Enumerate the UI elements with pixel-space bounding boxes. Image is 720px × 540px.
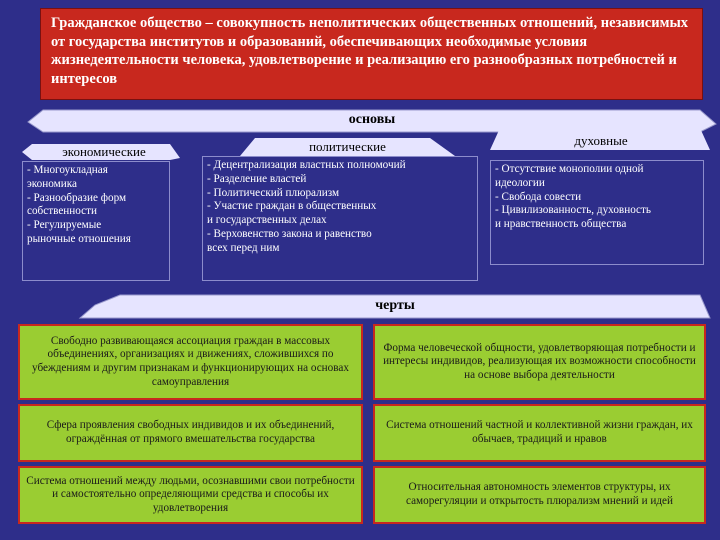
feature-box xyxy=(373,466,706,524)
panel-economic-line: - Разнообразие форм xyxy=(27,191,127,204)
chertv-label: черты xyxy=(375,298,415,313)
chertv-band-label-wrap xyxy=(80,297,710,317)
feature-text: Свободно развивающаяся ассоциация граждан в массовых объединениях, организациях и движениях, сложившихся по убеждениям и другим признакам и функционирующих на основах самоуправления xyxy=(32,334,349,388)
feature-box xyxy=(373,324,706,400)
panel-economic-line: экономика xyxy=(27,177,77,190)
tab-spiritual xyxy=(495,133,707,150)
panel-political-line: - Политический плюрализм xyxy=(207,186,340,199)
tab-political xyxy=(245,139,450,156)
panel-spiritual-line: - Отсутствие монополии одной xyxy=(495,163,644,175)
panel-economic-line: - Многоукладная xyxy=(27,164,108,176)
feature-box xyxy=(18,404,363,462)
osnovy-band-label-wrap xyxy=(28,110,716,132)
feature-text: Относительная автономность элементов структуры, их саморегуляции и открытость плюрализм мнений и идей xyxy=(405,481,673,507)
tab-economic xyxy=(30,144,178,160)
panel-spiritual-line: - Свобода совести xyxy=(495,190,582,203)
panel-economic-line: собственности xyxy=(27,205,97,218)
tab-spiritual-label: духовные xyxy=(574,133,628,148)
panel-political-line: - Участие граждан в общественных xyxy=(207,200,377,213)
feature-text: Система отношений частной и коллективной жизни граждан, их обычаев, традиций и нравов xyxy=(386,419,693,445)
feature-box xyxy=(18,466,363,524)
panel-economic-line: рыночные отношения xyxy=(27,232,131,245)
panel-spiritual-line: идеологии xyxy=(495,176,545,189)
definition-text: Гражданское общество – совокупность неполитических общественных отношений, независимых от государства институтов и образований, обеспечивающих необходимые условия жизнедеятельности человека, удовлетворение и реализацию его разнообразных потребностей и интересов xyxy=(51,15,689,87)
panel-economic xyxy=(22,161,170,281)
feature-text: Сфера проявления свободных индивидов и их объединений, ограждённая от прямого вмешательства государства xyxy=(46,419,335,445)
panel-spiritual-line: и нравственность общества xyxy=(495,218,627,231)
panel-political-line: и государственных делах xyxy=(207,214,327,227)
feature-box xyxy=(373,404,706,462)
panel-spiritual xyxy=(490,160,704,265)
panel-economic-line: - Регулируемые xyxy=(27,219,102,232)
feature-box xyxy=(18,324,363,400)
feature-text: Форма человеческой общности, удовлетворяющая потребности и интересы индивидов, реализующая их возможности способности на основе выбора деятельности xyxy=(383,341,696,381)
panel-political-line: - Децентрализация властных полномочий xyxy=(207,159,406,171)
tab-economic-label: экономические xyxy=(62,144,146,159)
panel-political-line: всех перед ним xyxy=(207,241,280,254)
feature-text: Система отношений между людьми, осознавшими свои потребности и самостоятельно определяющими средства и способы их удовлетворения xyxy=(26,474,355,514)
panel-political xyxy=(202,156,478,281)
panel-political-line: - Разделение властей xyxy=(207,172,307,185)
panel-spiritual-line: - Цивилизованность, духовность xyxy=(495,204,652,217)
panel-political-line: - Верховенство закона и равенство xyxy=(207,227,372,240)
osnovy-label: основы xyxy=(348,112,396,127)
tab-political-label: политические xyxy=(309,139,386,154)
